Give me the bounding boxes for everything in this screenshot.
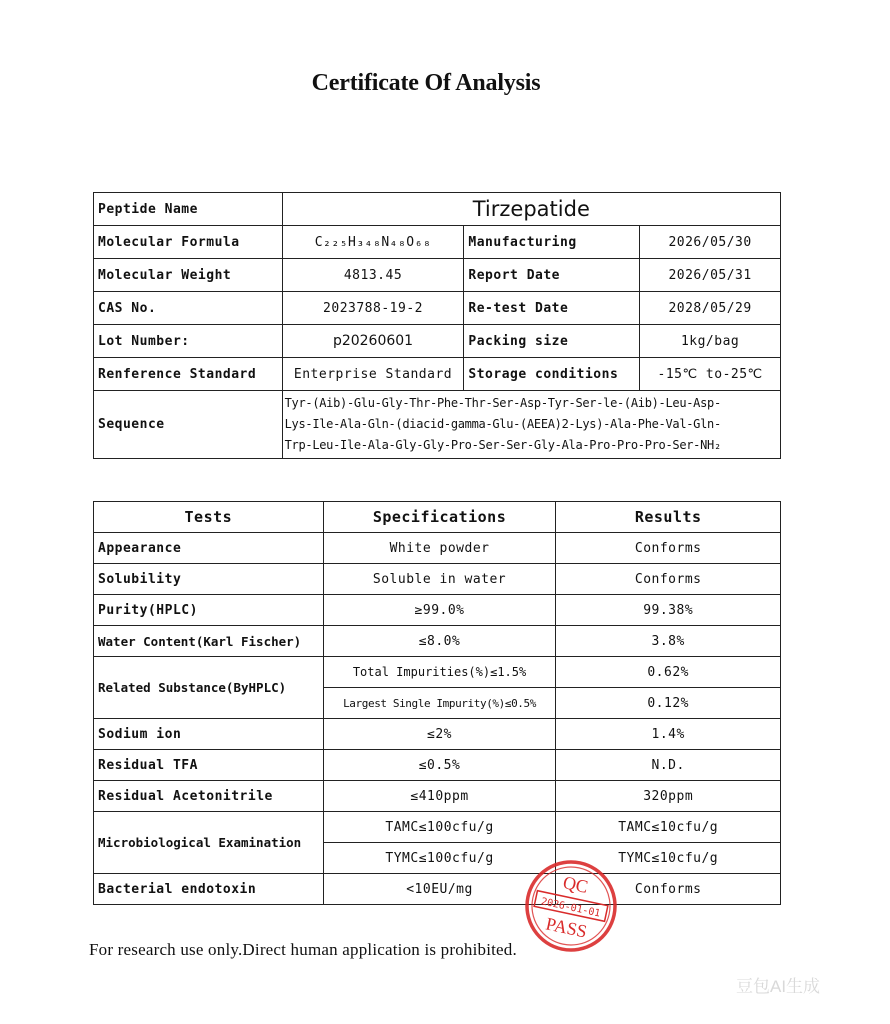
sequence-line: Lys-Ile-Ala-Gln-(diacid-gamma-Glu-(AEEA)2-Lys)-Ala-Phe-Val-Gln- [284,417,721,431]
peptide-name-row [94,193,781,226]
test-spec: Largest Single Impurity(%)≤0.5% [323,688,556,719]
qc-pass-stamp-icon [523,858,619,954]
info-value: -15℃ to-25℃ [640,358,781,391]
tests-table [93,501,781,905]
test-row-solubility [94,564,781,595]
stamp-date-text: 2026-01-01 [539,896,602,920]
info-label: CAS No. [94,292,283,325]
test-result: 0.62% [556,657,781,688]
info-label: Renference Standard [94,358,283,391]
test-result: 320ppm [556,781,781,812]
info-row [94,292,781,325]
test-result: 0.12% [556,688,781,719]
tests-header-row [94,502,781,533]
test-row-related-1 [94,657,781,688]
product-info-table [93,192,781,459]
test-result: TAMC≤10cfu/g [556,812,781,843]
test-result: TYMC≤10cfu/g [556,843,781,874]
watermark-label: 豆包AI生成 [736,977,821,996]
sequence-line: Trp-Leu-Ile-Ala-Gly-Gly-Pro-Ser-Ser-Gly-Ala-Pro-Pro-Pro-Ser-NH₂ [284,438,721,452]
test-name: Microbiological Examination [94,812,324,874]
test-row-sodium [94,719,781,750]
sequence-label: Sequence [94,391,283,459]
test-name: Related Substance(ByHPLC) [94,657,324,719]
header-tests: Tests [94,502,324,533]
info-value: C₂₂₅H₃₄₈N₄₈O₆₈ [282,226,464,259]
document-title: Certificate Of Analysis [311,70,541,96]
test-spec: White powder [323,533,556,564]
test-result: 99.38% [556,595,781,626]
test-spec: TAMC≤100cfu/g [323,812,556,843]
test-spec: TYMC≤100cfu/g [323,843,556,874]
test-result: N.D. [556,750,781,781]
sequence-row [94,391,781,459]
test-row-endotoxin [94,874,781,905]
test-spec: <10EU/mg [323,874,556,905]
stamp-bottom-text: PASS [544,913,589,942]
test-row-appearance [94,533,781,564]
test-name: Purity(HPLC) [94,595,324,626]
test-row-purity [94,595,781,626]
info-value: 2026/05/31 [640,259,781,292]
test-spec: Total Impurities(%)≤1.5% [323,657,556,688]
stamp-top-text: QC [561,872,590,897]
test-row-micro-1 [94,812,781,843]
test-name: Bacterial endotoxin [94,874,324,905]
test-name: Sodium ion [94,719,324,750]
info-value: 4813.45 [282,259,464,292]
peptide-name-value: Tirzepatide [282,193,780,226]
info-label: Packing size [464,325,640,358]
info-row [94,325,781,358]
test-spec: ≤2% [323,719,556,750]
info-row [94,358,781,391]
header-specifications: Specifications [323,502,556,533]
test-name: Residual TFA [94,750,324,781]
info-label: Molecular Formula [94,226,283,259]
info-value: Enterprise Standard [282,358,464,391]
sequence-value [282,391,780,459]
info-label: Storage conditions [464,358,640,391]
info-label: Molecular Weight [94,259,283,292]
test-result: 3.8% [556,626,781,657]
info-value: 2028/05/29 [640,292,781,325]
test-row-tfa [94,750,781,781]
info-label: Report Date [464,259,640,292]
test-result: Conforms [556,874,781,905]
test-name: Appearance [94,533,324,564]
test-name: Residual Acetonitrile [94,781,324,812]
header-results: Results [556,502,781,533]
info-label: Re-test Date [464,292,640,325]
info-value: 2026/05/30 [640,226,781,259]
test-spec: ≤0.5% [323,750,556,781]
info-value: 2023788-19-2 [282,292,464,325]
info-label: Manufacturing [464,226,640,259]
info-label: Lot Number: [94,325,283,358]
test-result: 1.4% [556,719,781,750]
footer-disclaimer: For research use only.Direct human application is prohibited. [89,940,517,959]
peptide-name-label: Peptide Name [94,193,283,226]
test-spec: ≤8.0% [323,626,556,657]
test-row-water [94,626,781,657]
info-value: p20260601 [282,325,464,358]
test-spec: ≥99.0% [323,595,556,626]
test-result: Conforms [556,533,781,564]
info-row [94,226,781,259]
test-row-acetonitrile [94,781,781,812]
test-name: Water Content(Karl Fischer) [94,626,324,657]
test-spec: Soluble in water [323,564,556,595]
info-row [94,259,781,292]
test-spec: ≤410ppm [323,781,556,812]
info-value: 1kg/bag [640,325,781,358]
test-name: Solubility [94,564,324,595]
sequence-line: Tyr-(Aib)-Glu-Gly-Thr-Phe-Thr-Ser-Asp-Tyr-Ser-le-(Aib)-Leu-Asp- [284,396,721,410]
test-result: Conforms [556,564,781,595]
